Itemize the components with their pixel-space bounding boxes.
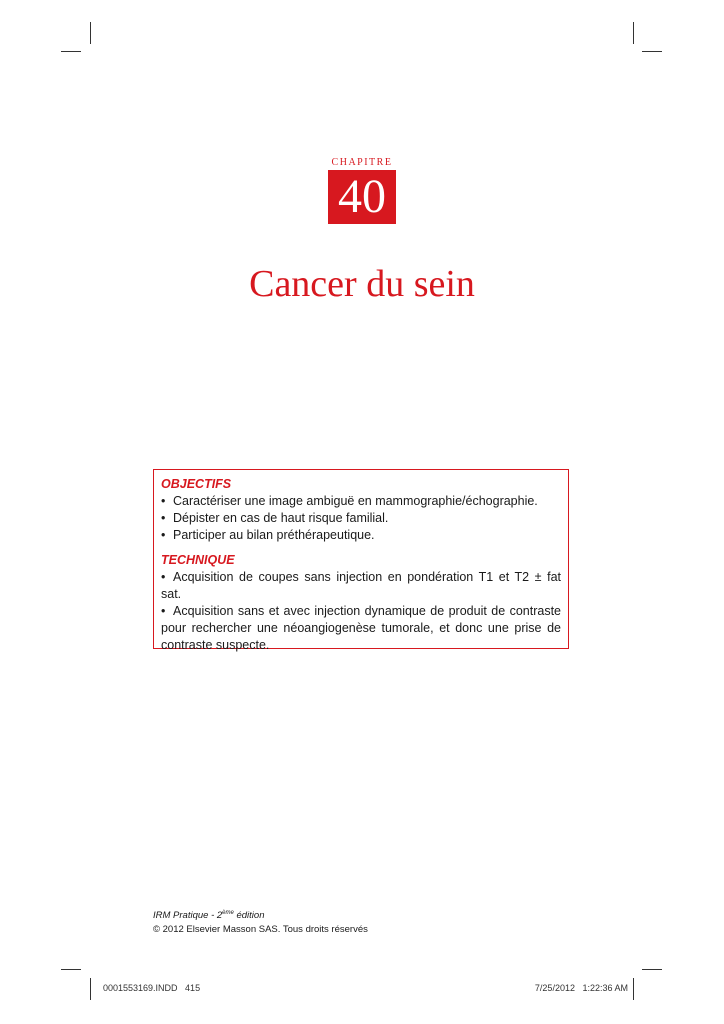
objectives-heading: OBJECTIFS (161, 477, 232, 491)
list-item (161, 510, 561, 527)
objectives-list (161, 493, 561, 544)
crop-mark (90, 22, 91, 44)
crop-mark (633, 22, 634, 44)
crop-mark (642, 51, 662, 52)
technique-heading: TECHNIQUE (161, 553, 235, 567)
crop-mark (61, 969, 81, 970)
list-item (161, 603, 561, 654)
crop-mark (633, 978, 634, 1000)
crop-mark (90, 978, 91, 1000)
chapter-title-text: Cancer du sein (249, 263, 475, 305)
list-item (161, 569, 561, 603)
slug-timestamp: 7/25/2012 1:22:36 AM (534, 983, 628, 993)
slug-file: 0001553169.INDD 415 (103, 983, 201, 993)
copyright: © 2012 Elsevier Masson SAS. Tous droits réservés (153, 924, 368, 936)
crop-mark (61, 51, 81, 52)
objectives-box (153, 469, 569, 652)
bullet-icon: • (161, 494, 166, 508)
edition-superscript: ème (222, 910, 234, 916)
list-item-text: Acquisition sans et avec injection dynamique de produit de contraste pour rechercher une néoangiogenèse tumorale, et donc une prise de contraste suspecte. (161, 604, 561, 652)
book-title: IRM Pratique - 2 (153, 910, 223, 922)
chapter-number: 40 (328, 170, 396, 224)
chapter-label: CHAPITRE (331, 157, 393, 168)
list-item (161, 493, 561, 510)
list-item-text: Acquisition de coupes sans injection en pondération T1 et T2 ± fat sat. (161, 570, 561, 601)
bullet-icon: • (161, 511, 166, 525)
list-item-text: Dépister en cas de haut risque familial. (173, 511, 389, 525)
list-item (161, 527, 561, 544)
bullet-icon: • (161, 528, 166, 542)
list-item-text: Caractériser une image ambiguë en mammographie/échographie. (173, 494, 538, 508)
list-item-text: Participer au bilan préthérapeutique. (173, 528, 375, 542)
chapter-title (0, 262, 724, 306)
crop-mark (642, 969, 662, 970)
technique-list (161, 569, 561, 654)
edition-word: édition (233, 910, 265, 922)
bullet-icon: • (161, 570, 166, 584)
bullet-icon: • (161, 604, 166, 618)
footer-note (153, 906, 368, 937)
book-edition (153, 906, 368, 923)
